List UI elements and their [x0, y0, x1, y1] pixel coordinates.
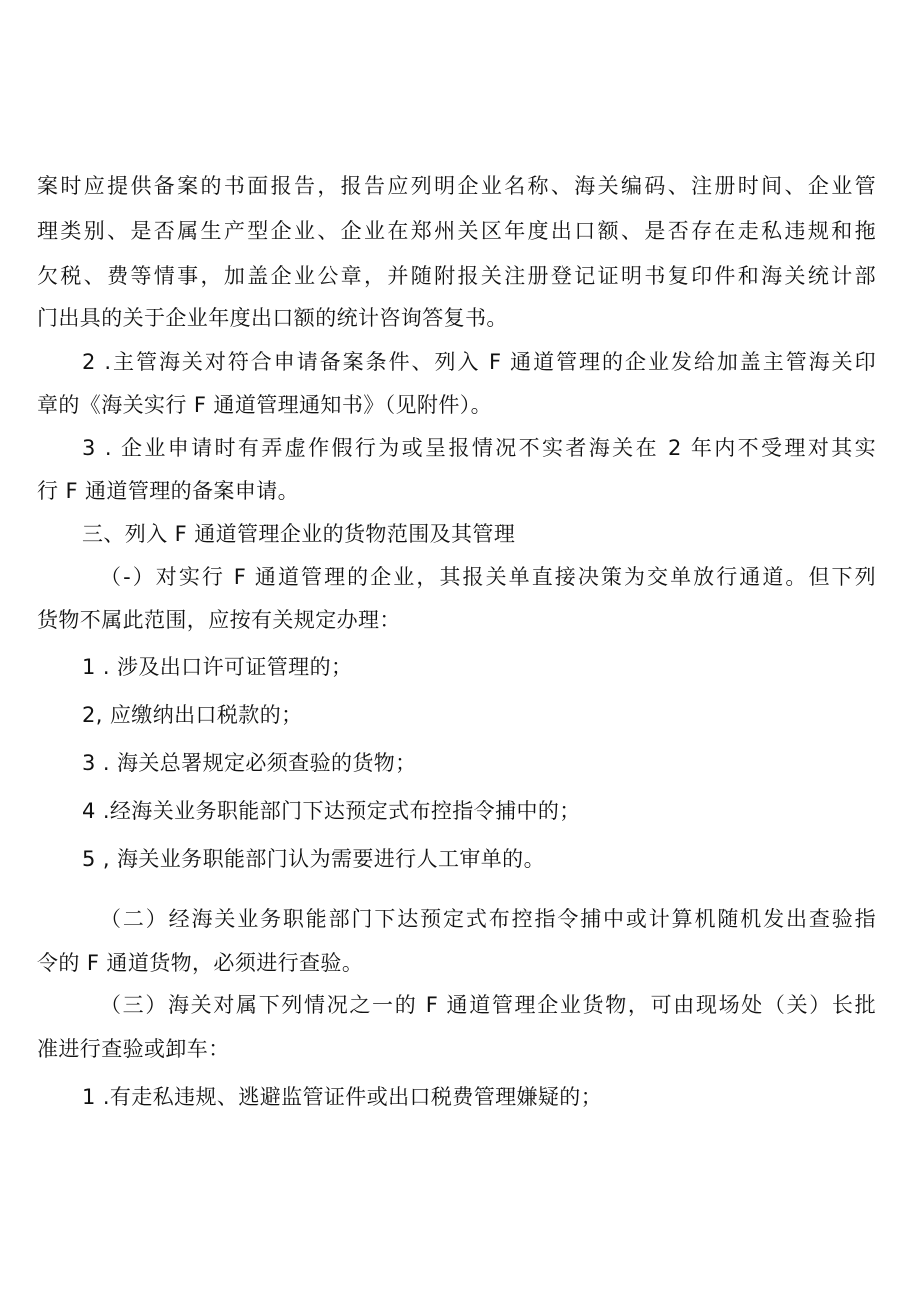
list-1-item-2: 2, 应缴纳出口税款的； [82, 703, 303, 727]
subsection-3-line-1: （三）海关对属下列情况之一的 F 通道管理企业货物，可由现场处（关）长批 [100, 993, 876, 1017]
list-1-item-4: 4 .经海关业务职能部门下达预定式布控指令捕中的； [82, 799, 581, 823]
item-2-line-1: 2 .主管海关对符合申请备案条件、列入 F 通道管理的企业发给加盖主管海关印 [82, 350, 876, 374]
list-2-item-1: 1 .有走私违规、逃避监管证件或出口税费管理嫌疑的； [82, 1085, 603, 1109]
paragraph-1-line-2: 理类别、是否属生产型企业、企业在郑州关区年度出口额、是否存在走私违规和拖 [37, 219, 876, 243]
subsection-2-line-1: （二）经海关业务职能部门下达预定式布控指令捕中或计算机随机发出查验指 [100, 907, 876, 931]
paragraph-1-line-4: 门出具的关于企业年度出口额的统计咨询答复书。 [37, 306, 508, 330]
paragraph-1-line-3: 欠税、费等情事，加盖企业公章，并随附报关注册登记证明书复印件和海关统计部 [37, 264, 876, 288]
subsection-3-line-2: 准进行查验或卸车： [37, 1037, 230, 1061]
paragraph-1-line-1: 案时应提供备案的书面报告，报告应列明企业名称、海关编码、注册时间、企业管 [37, 174, 876, 198]
section-3-heading: 三、列入 F 通道管理企业的货物范围及其管理 [82, 522, 516, 546]
item-3-line-2: 行 F 通道管理的备案申请。 [37, 479, 300, 503]
list-1-item-3: 3 . 海关总署规定必须查验的货物； [82, 751, 417, 775]
subsection-1-line-1: （-）对实行 F 通道管理的企业，其报关单直接决策为交单放行通道。但下列 [100, 565, 876, 589]
list-1-item-5: 5 , 海关业务职能部门认为需要进行人工审单的。 [82, 847, 545, 871]
list-1-item-1: 1 . 涉及出口许可证管理的； [82, 655, 353, 679]
subsection-2-line-2: 令的 F 通道货物，必须进行查验。 [37, 951, 364, 975]
item-3-line-1: 3 . 企业申请时有弄虚作假行为或呈报情况不实者海关在 2 年内不受理对其实 [82, 436, 876, 460]
subsection-1-line-2: 货物不属此范围，应按有关规定办理： [37, 608, 401, 632]
item-2-line-2: 章的《海关实行 F 通道管理通知书》（见附件）。 [37, 393, 493, 417]
